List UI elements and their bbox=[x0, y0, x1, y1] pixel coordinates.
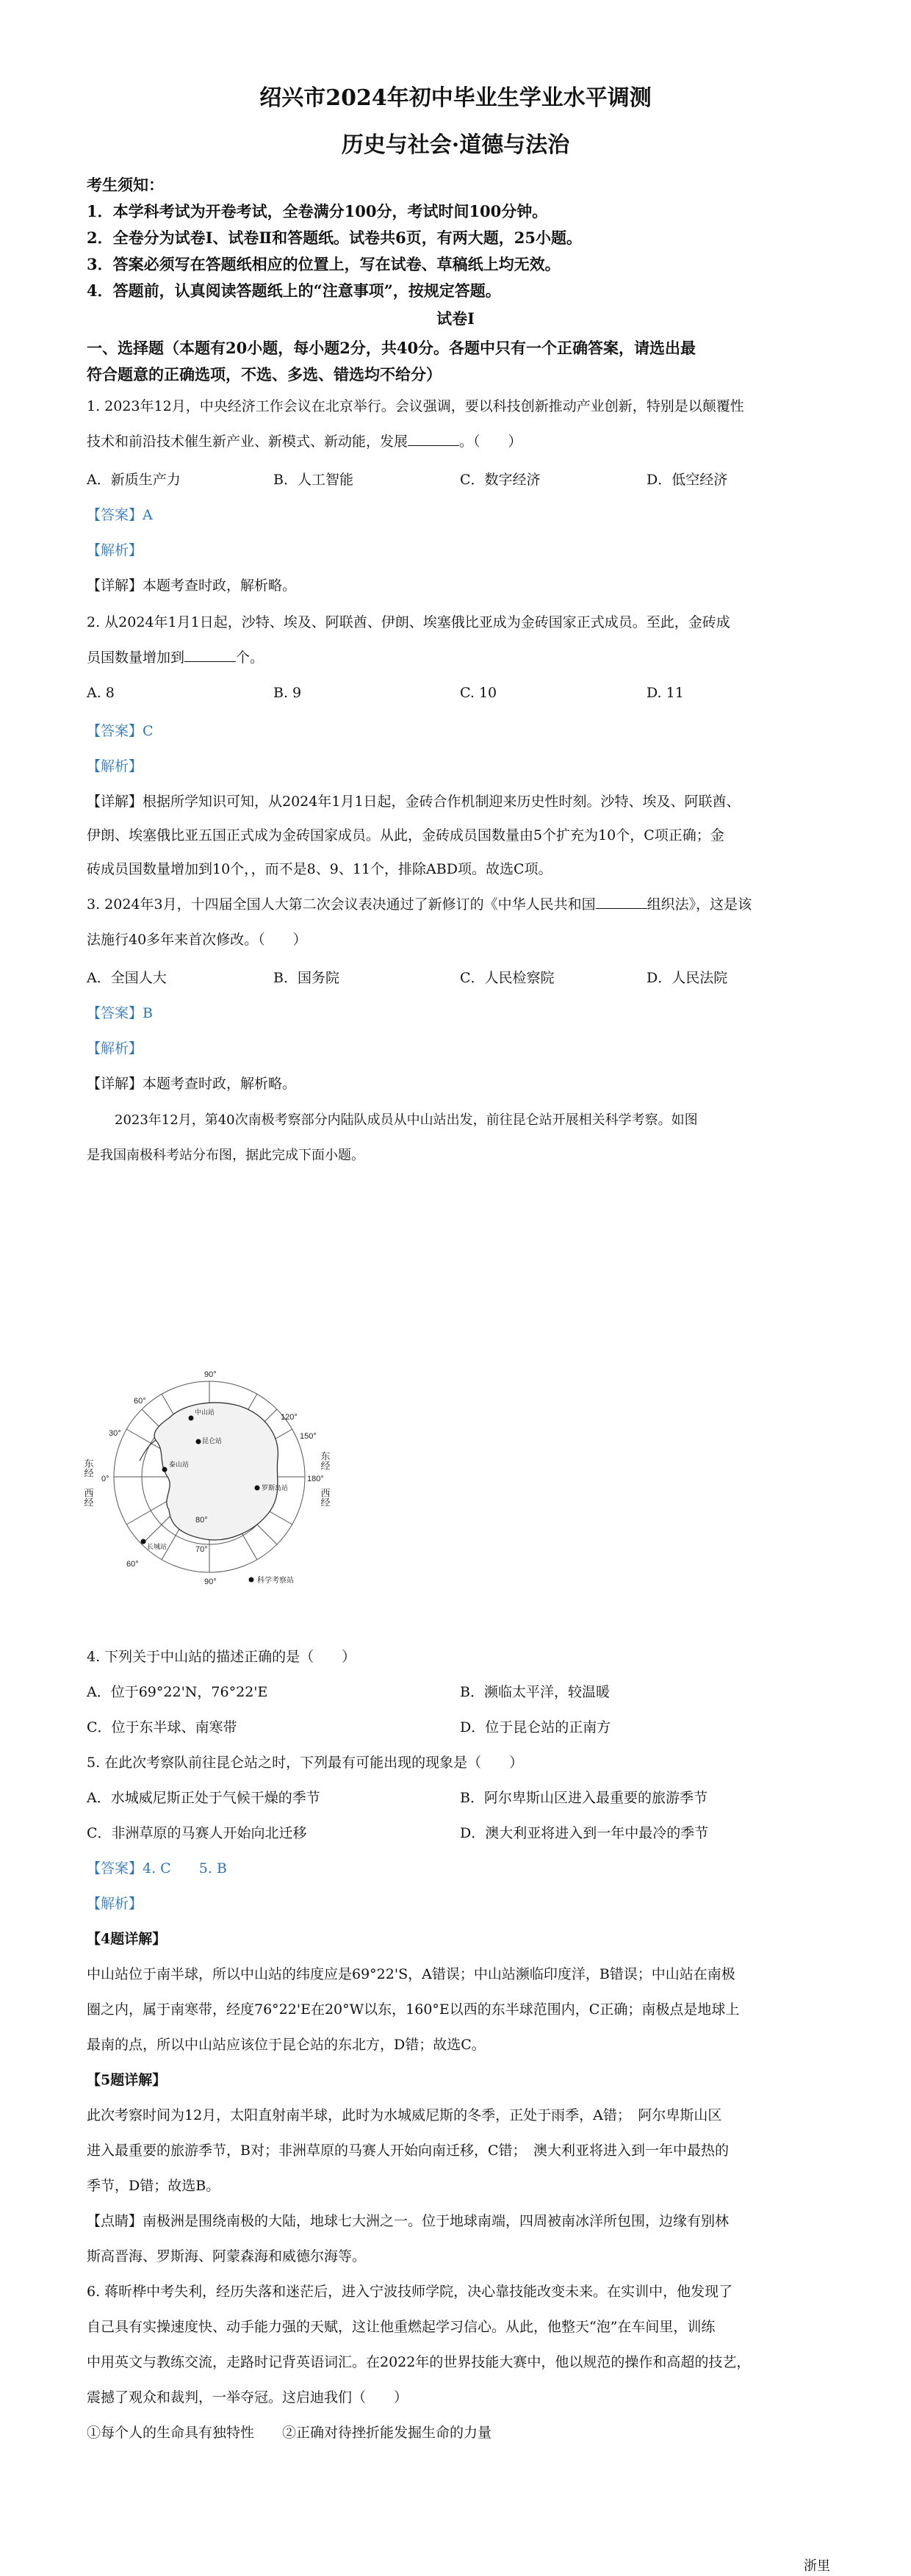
degree-label: 150° bbox=[300, 1432, 317, 1441]
exam-title: 绍兴市2024年初中毕业生学业水平调测 bbox=[259, 85, 652, 111]
degree-label: 90° bbox=[204, 1577, 217, 1586]
station-label: 长城站 bbox=[147, 1543, 168, 1550]
part1-instructions: 一、选择题（本题有20小题，每小题2分，共40分。各题中只有一个正确答案，请选出最 bbox=[87, 339, 696, 357]
question-2-stem-cont: 员国数量增加到 个。 bbox=[87, 650, 264, 666]
option-b: B. 9 bbox=[273, 685, 302, 701]
west-longitude-label-right: 西经 bbox=[319, 1488, 331, 1507]
detail-text: 中山站位于南半球，所以中山站的纬度应是69°22'S，A错误；中山站濒临印度洋，B错误；中山站在南极 bbox=[87, 1966, 735, 1982]
notice-item: 2．全卷分为试卷Ⅰ、试卷Ⅱ和答题纸。试卷共6页，有两大题，25小题。 bbox=[87, 229, 582, 247]
notice-heading: 考生须知： bbox=[87, 176, 164, 194]
option-b: B．国务院 bbox=[273, 970, 339, 986]
option-d: D．人民法院 bbox=[647, 970, 728, 986]
option-d: D．位于昆仑站的正南方 bbox=[460, 1719, 611, 1735]
option-d: D．低空经济 bbox=[647, 472, 728, 488]
tip-text: 【点睛】南极洲是围绕南极的大陆，地球七大洲之一。位于地球南端，四周被南冰洋所包围，边缘有别林 bbox=[87, 2213, 730, 2229]
degree-label: 90° bbox=[204, 1370, 217, 1379]
question-6-stem: 中用英文与教练交流，走路时记背英语词汇。在2022年的世界技能大赛中，他以规范的操作和高超的技艺， bbox=[87, 2354, 751, 2370]
option-b: B．人工智能 bbox=[273, 472, 353, 488]
station-label: 昆仑站 bbox=[202, 1437, 223, 1444]
option-c: C．位于东半球、南寒带 bbox=[87, 1719, 237, 1735]
degree-label: 60° bbox=[126, 1560, 139, 1569]
question-5-stem: 5. 在此次考察队前往昆仑站之时，下列最有可能出现的现象是（ ） bbox=[87, 1755, 524, 1771]
station-dot bbox=[162, 1467, 168, 1472]
east-longitude-label-right: 东经 bbox=[319, 1451, 331, 1470]
question-4-stem: 4. 下列关于中山站的描述正确的是（ ） bbox=[87, 1649, 356, 1665]
answer-label: 【答案】4. C 5. B bbox=[87, 1860, 227, 1877]
analysis-label: 【解析】 bbox=[87, 1896, 143, 1912]
detail-heading-4: 【4题详解】 bbox=[87, 1931, 167, 1947]
antarctica-continent bbox=[154, 1403, 278, 1540]
answer-label: 【答案】B bbox=[87, 1005, 153, 1021]
question-6-stem: 震撼了观众和裁判，一举夺冠。这启迪我们（ ） bbox=[87, 2389, 408, 2406]
notice-item: 1．本学科考试为开卷考试，全卷满分100分，考试时间100分钟。 bbox=[87, 202, 548, 220]
detail-text: 季节，D错；故选B。 bbox=[87, 2178, 220, 2194]
question-3-stem: 3. 2024年3月，十四届全国人大第二次会议表决通过了新修订的《中华人民共和国 组织法》，这是该 bbox=[87, 896, 752, 913]
map-legend bbox=[249, 1575, 295, 1585]
exam-subject: 历史与社会·道德与法治 bbox=[341, 132, 570, 158]
option-a: A．水城威尼斯正处于气候干燥的季节 bbox=[87, 1790, 320, 1806]
west-longitude-label: 西经 bbox=[82, 1488, 94, 1507]
detail-text: 砖成员国数量增加到10个，，而不是8、9、11个，排除ABD项。故选C项。 bbox=[87, 861, 552, 877]
answer-label: 【答案】A bbox=[87, 507, 153, 523]
station-dot bbox=[255, 1486, 260, 1491]
degree-label: 120° bbox=[281, 1413, 298, 1422]
analysis-label: 【解析】 bbox=[87, 1040, 143, 1057]
question-1-stem: 1. 2023年12月，中央经济工作会议在北京举行。会议强调，要以科技创新推动产业创新，特别是以颠覆性 bbox=[87, 398, 744, 414]
question-2-stem: 2. 从2024年1月1日起，沙特、埃及、阿联酋、伊朗、埃塞俄比亚成为金砖国家正式成员。至此，金砖成 bbox=[87, 614, 730, 630]
option-c: C．数字经济 bbox=[460, 472, 541, 488]
notice-item: 3．答案必须写在答题纸相应的位置上，写在试卷、草稿纸上均无效。 bbox=[87, 255, 561, 273]
option-a: A. 8 bbox=[87, 685, 115, 701]
degree-label: 30° bbox=[109, 1429, 121, 1438]
station-dot bbox=[196, 1439, 201, 1444]
detail-text: 进入最重要的旅游季节，B对；非洲草原的马赛人开始向南迁移，C错； 澳大利亚将进入到一年中最热的 bbox=[87, 2143, 730, 2159]
answer-blank bbox=[408, 435, 459, 446]
antarctic-station-map bbox=[82, 1359, 338, 1602]
option-a: A．位于69°22'N，76°22'E bbox=[87, 1684, 268, 1700]
question-6-stem: 6. 蒋昕桦中考失利，经历失落和迷茫后，进入宁波技师学院，决心靠技能改变未来。在实训中，他发现了 bbox=[87, 2284, 733, 2300]
option-c: C. 10 bbox=[460, 685, 497, 701]
question-6-stem: 自己具有实操速度快、动手能力强的天赋，这让他重燃起学习信心。从此，他整天“泡”在车间里，训练 bbox=[87, 2319, 716, 2335]
detail-heading-5: 【5题详解】 bbox=[87, 2072, 167, 2088]
part1-instructions-cont: 符合题意的正确选项，不选、多选、错选均不给分） bbox=[87, 365, 442, 384]
question-3-stem-cont: 法施行40多年来首次修改。（ ） bbox=[87, 932, 307, 948]
station-dot bbox=[141, 1539, 146, 1544]
station-label: 中山站 bbox=[195, 1408, 215, 1416]
answer-label: 【答案】C bbox=[87, 723, 154, 739]
option-b: B．濒临太平洋，较温暖 bbox=[460, 1684, 610, 1700]
option-c: C．非洲草原的马赛人开始向北迁移 bbox=[87, 1825, 307, 1841]
question-1-stem-cont: 技术和前沿技术催生新产业、新模式、新动能，发展 。（ ） bbox=[87, 433, 522, 450]
station-dot bbox=[189, 1416, 194, 1421]
option-d: D．澳大利亚将进入到一年中最冷的季节 bbox=[460, 1825, 709, 1841]
detail-text: 【详解】本题考查时政，解析略。 bbox=[87, 1076, 297, 1092]
legend-label: 科学考察站 bbox=[257, 1577, 294, 1585]
detail-text: 【详解】根据所学知识可知，从2024年1月1日起，金砖合作机制迎来历史性时刻。沙特、埃及、阿联酋、 bbox=[87, 794, 741, 810]
option-c: C．人民检察院 bbox=[460, 970, 555, 986]
degree-label: 180° bbox=[307, 1475, 324, 1483]
detail-text: 最南的点，所以中山站应该位于昆仑站的东北方，D错；故选C。 bbox=[87, 2037, 486, 2053]
option-d: D. 11 bbox=[647, 685, 684, 701]
analysis-label: 【解析】 bbox=[87, 542, 143, 558]
peninsula-outline bbox=[140, 1440, 156, 1461]
station-label: 泰山站 bbox=[169, 1461, 190, 1468]
answer-blank bbox=[184, 651, 236, 662]
footer-mark: 浙里 bbox=[804, 2558, 830, 2574]
detail-text: 伊朗、埃塞俄比亚五国正式成为金砖国家成员。从此，金砖成员国数量由5个扩充为10个，C项正确；金 bbox=[87, 827, 724, 843]
tip-text: 斯高晋海、罗斯海、阿蒙森海和威德尔海等。 bbox=[87, 2248, 367, 2264]
degree-label: 70° bbox=[195, 1545, 208, 1554]
answer-blank bbox=[596, 898, 647, 909]
question-6-statements: ①每个人的生命具有独特性 ②正确对待挫折能发掘生命的力量 bbox=[87, 2425, 492, 2441]
section-title: 试卷Ⅰ bbox=[436, 309, 475, 328]
passage-text: 2023年12月，第40次南极考察部分内陆队成员从中山站出发，前往昆仑站开展相关科学考察。如图 bbox=[115, 1112, 698, 1128]
analysis-label: 【解析】 bbox=[87, 758, 143, 774]
east-longitude-label: 东经 bbox=[82, 1458, 94, 1478]
legend-dot bbox=[249, 1577, 254, 1583]
detail-text: 圈之内，属于南寒带，经度76°22'E在20°W以东，160°E以西的东半球范围内，C正确；南极点是地球上 bbox=[87, 2001, 740, 2018]
notice-item: 4．答题前，认真阅读答题纸上的“注意事项”，按规定答题。 bbox=[87, 281, 501, 300]
option-b: B．阿尔卑斯山区进入最重要的旅游季节 bbox=[460, 1790, 707, 1806]
station-label: 罗斯岛站 bbox=[262, 1484, 289, 1492]
detail-text: 【详解】本题考查时政，解析略。 bbox=[87, 578, 297, 594]
passage-text-cont: 是我国南极科考站分布图，据此完成下面小题。 bbox=[87, 1148, 364, 1163]
detail-text: 此次考察时间为12月，太阳直射南半球，此时为水城威尼斯的冬季，正处于雨季，A错； 阿尔卑斯山区 bbox=[87, 2107, 722, 2123]
degree-label: 80° bbox=[195, 1516, 208, 1525]
degree-label: 60° bbox=[134, 1397, 146, 1406]
option-a: A．新质生产力 bbox=[87, 472, 181, 488]
degree-label: 0° bbox=[101, 1475, 109, 1483]
option-a: A．全国人大 bbox=[87, 970, 167, 986]
